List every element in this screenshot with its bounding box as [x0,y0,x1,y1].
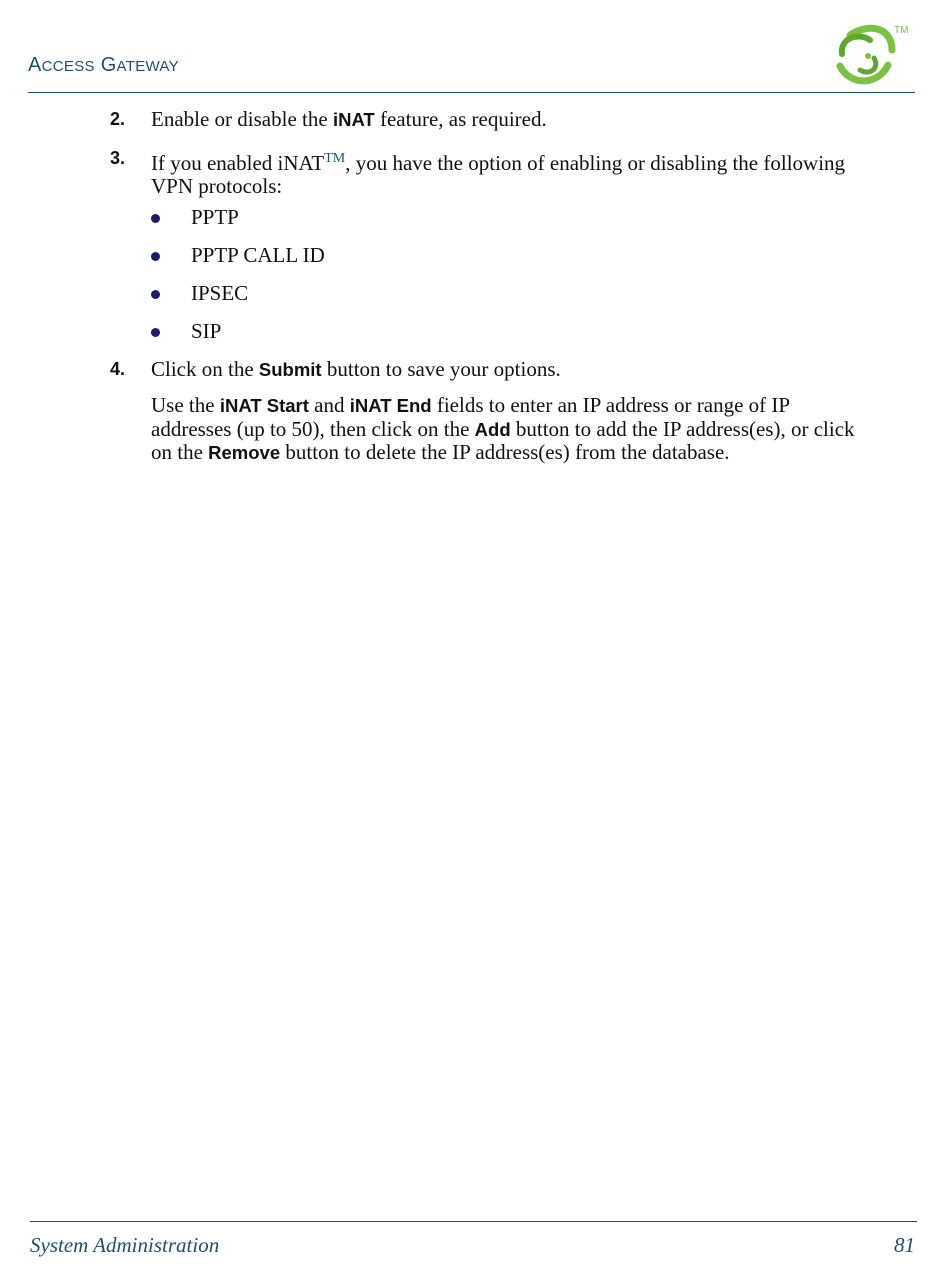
step-text: If you enabled iNAT™, you have the option of enabling or disabling the following VPN protocols: [151,151,846,198]
step-4 [110,358,850,381]
protocol-list-item: PPTP [151,206,239,229]
step-2 [110,108,850,131]
inat-term: iNAT [332,109,375,130]
footer-divider [30,1221,917,1222]
inat-end-term: iNAT End [349,395,432,416]
submit-term: Submit [258,359,322,380]
step-text: Enable or disable the iNAT feature, as required. [151,107,547,131]
bullet-icon [151,290,160,299]
remove-term: Remove [208,442,281,463]
page-header-title [28,54,179,77]
step-3 [110,147,850,198]
protocol-list-item: PPTP CALL ID [151,244,325,267]
bullet-icon [151,252,160,261]
header-word-2: GATEWAY [100,54,179,76]
step-text: Click on the Submit button to save your options. [151,357,561,381]
logo-trademark-mark: TM [894,25,909,36]
header-divider [28,92,915,93]
step-number: 3. [110,148,126,168]
step-number: 4. [110,359,126,379]
page-number: 81 [894,1233,915,1257]
tm-swirl-logo [830,20,912,90]
header-word-1: ACCESS [28,54,95,76]
trademark-superscript: TM [324,151,346,166]
bullet-icon [151,214,160,223]
inat-range-note: Use the iNAT Start and iNAT End fields to enter an IP address or range of IP addresses (up to 50), then click on the Add button to add the IP address(es), or click on the Remove button to delete the IP address(es) from the database. [151,393,855,464]
protocol-list-item: SIP [151,320,221,343]
footer-section-title: System Administration [30,1233,220,1257]
protocol-list-item: IPSEC [151,282,248,305]
add-term: Add [474,418,511,440]
inat-start-term: iNAT Start [219,395,309,416]
bullet-icon [151,328,160,337]
step-number: 2. [110,109,126,129]
